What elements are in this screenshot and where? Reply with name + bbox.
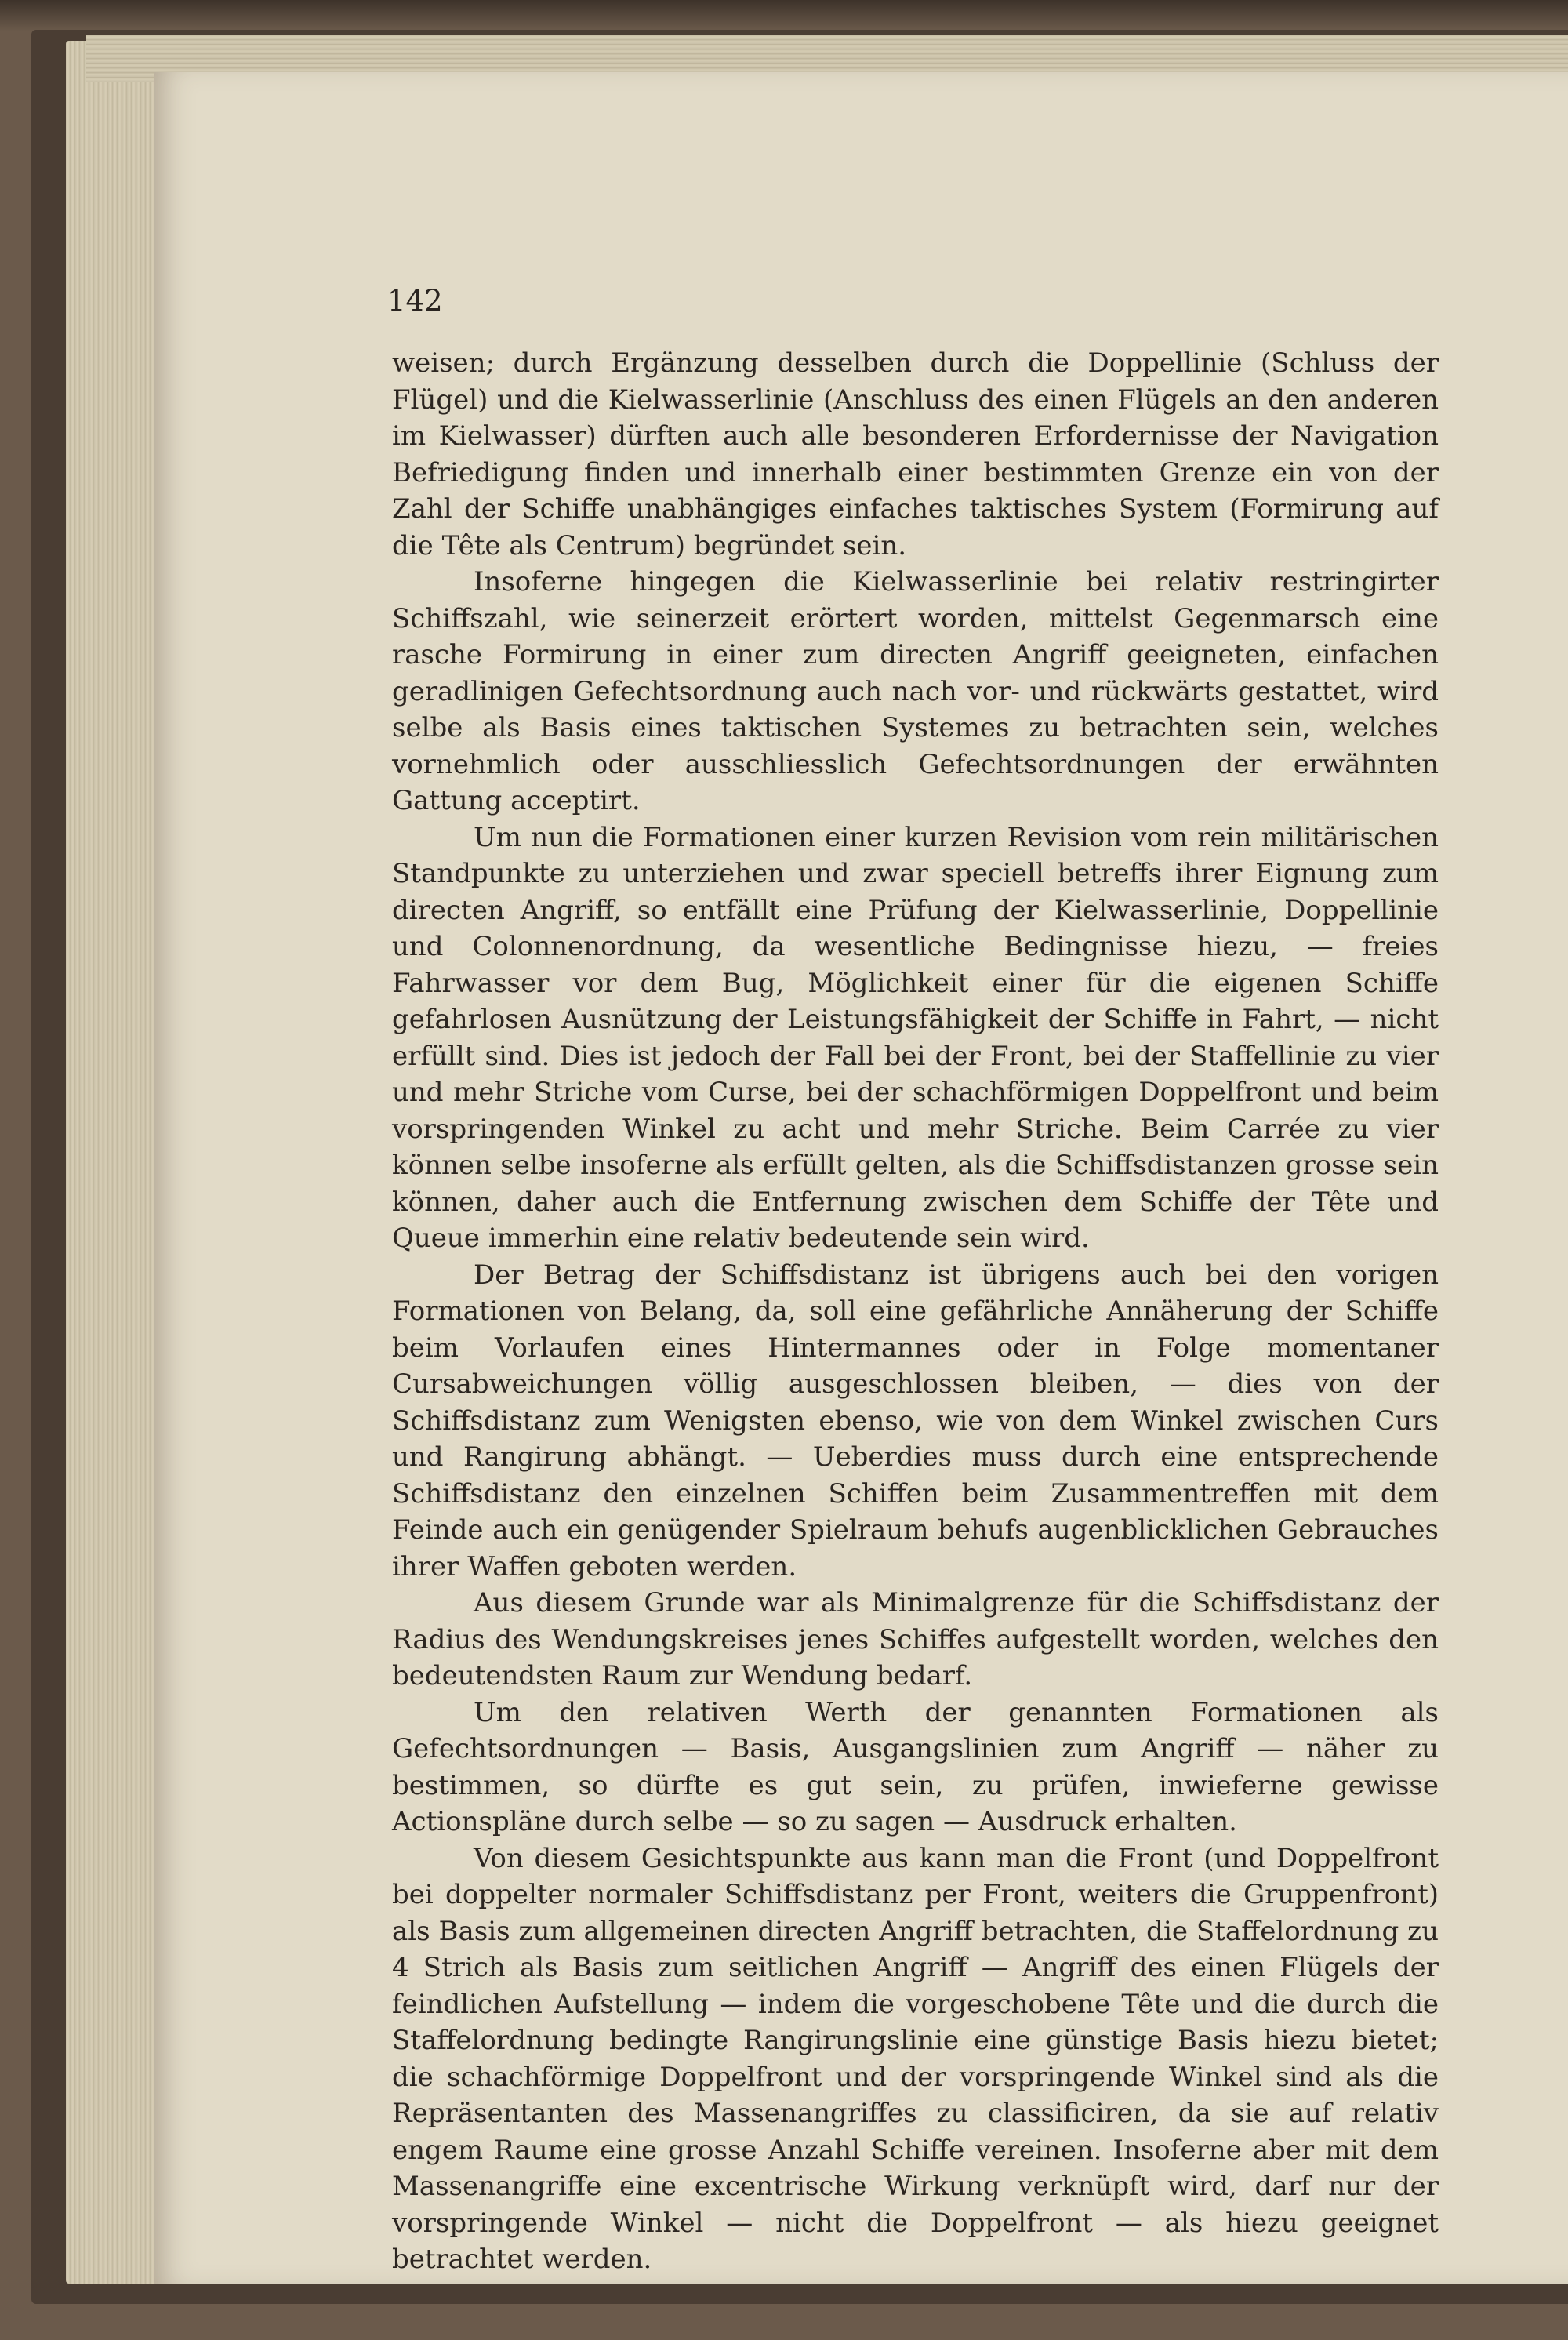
cover-edge (0, 0, 1568, 31)
paragraph-6: Um den relativen Werth der genannten Formationen als Gefechtsordnungen — Basis, Ausgangslinien zum Angriff — näher zu bestimmen, so dürfte es gut sein, zu prüfen, inwieferne gewisse Actionspläne durch selbe — so zu sagen — Ausdruck erhalten. (392, 1696, 1439, 1837)
paragraph-4: Der Betrag der Schiffsdistanz ist übrigens auch bei den vorigen Formationen von Belang, da, soll eine gefährliche Annäherung der Schiffe beim Vorlaufen eines Hintermannes oder in Folge momentaner Cursabweichungen völlig ausgeschlossen bleiben, — dies von der Schiffsdistanz zum Wenigsten ebenso, wie von dem Winkel zwischen Curs und Rangirung abhängt. — Ueberdies muss durch eine entsprechende Schiffsdistanz den einzelnen Schiffen beim Zusammentreffen mit dem Feinde auch ein genügender Spielraum behufs augenblicklichen Gebrauches ihrer Waffen geboten werden. (392, 1259, 1439, 1582)
paragraph-5: Aus diesem Grunde war als Minimalgrenze für die Schiffsdistanz der Radius des Wendungskreises jenes Schiffes aufgestellt worden, welches den bedeutendsten Raum zur Wendung bedarf. (392, 1587, 1439, 1691)
paragraph-7: Von diesem Gesichtspunkte aus kann man die Front (und Doppelfront bei doppelter normaler Schiffsdistanz per Front, weiters die Gruppenfront) als Basis zum allgemeinen directen Angriff betrachten, die Staffelordnung zu 4 Strich als Basis zum seitlichen Angriff — Angriff des einen Flügels der feindlichen Aufstellung — indem die vorgeschobene Tête und die durch die Staffelordnung bedingte Rangirungslinie eine günstige Basis hiezu bietet; die schachförmige Doppelfront und der vorspringende Winkel sind als die Repräsentanten des Massenangriffes zu classificiren, da sie auf relativ engem Raume eine grosse Anzahl Schiffe vereinen. Insoferne aber mit dem Massenangriffe eine excentrische Wirkung verknüpft wird, darf nur der vorspringende Winkel — nicht die Doppelfront — als hiezu geeignet betrachtet werden. (392, 1842, 1439, 2275)
body-text (392, 345, 1439, 2278)
page-number: 142 (387, 284, 443, 318)
paragraph-2: Insoferne hingegen die Kielwasserlinie bei relativ restringirter Schiffszahl, wie seinerzeit erörtert worden, mittelst Gegenmarsch eine rasche Formirung in einer zum directen Angriff geeigneten, einfachen geradlinigen Gefechtsordnung auch nach vor- und rückwärts gestattet, wird selbe als Basis eines taktischen Systemes zu betrachten sein, welches vornehmlich oder ausschliesslich Gefechtsordnungen der erwähnten Gattung acceptirt. (392, 566, 1439, 816)
paragraph-3: Um nun die Formationen einer kurzen Revision vom rein militärischen Standpunkte zu unterziehen und zwar speciell betreffs ihrer Eignung zum directen Angriff, so entfällt eine Prüfung der Kielwasserlinie, Doppellinie und Colonnenordnung, da wesentliche Bedingnisse hiezu, — freies Fahrwasser vor dem Bug, Möglichkeit einer für die eigenen Schiffe gefahrlosen Ausnützung der Leistungsfähigkeit der Schiffe in Fahrt, — nicht erfüllt sind. Dies ist jedoch der Fall bei der Front, bei der Staffellinie zu vier und mehr Striche vom Curse, bei der schachförmigen Doppelfront und beim vorspringenden Winkel zu acht und mehr Striche. Beim Carrée zu vier können selbe insoferne als erfüllt gelten, als die Schiffsdistanzen grosse sein können, daher auch die Entfernung zwischen dem Schiffe der Tête und Queue immerhin eine relativ bedeutende sein wird. (392, 821, 1439, 1254)
paragraph-1: weisen; durch Ergänzung desselben durch die Doppellinie (Schluss der Flügel) und die Kielwasserlinie (Anschluss des einen Flügels an den anderen im Kielwasser) dürften auch alle besonderen Erfordernisse der Navigation Befriedigung finden und innerhalb einer bestimmten Grenze ein von der Zahl der Schiffe unabhängiges einfaches taktisches System (Formirung auf die Tête als Centrum) begründet sein. (392, 347, 1439, 561)
